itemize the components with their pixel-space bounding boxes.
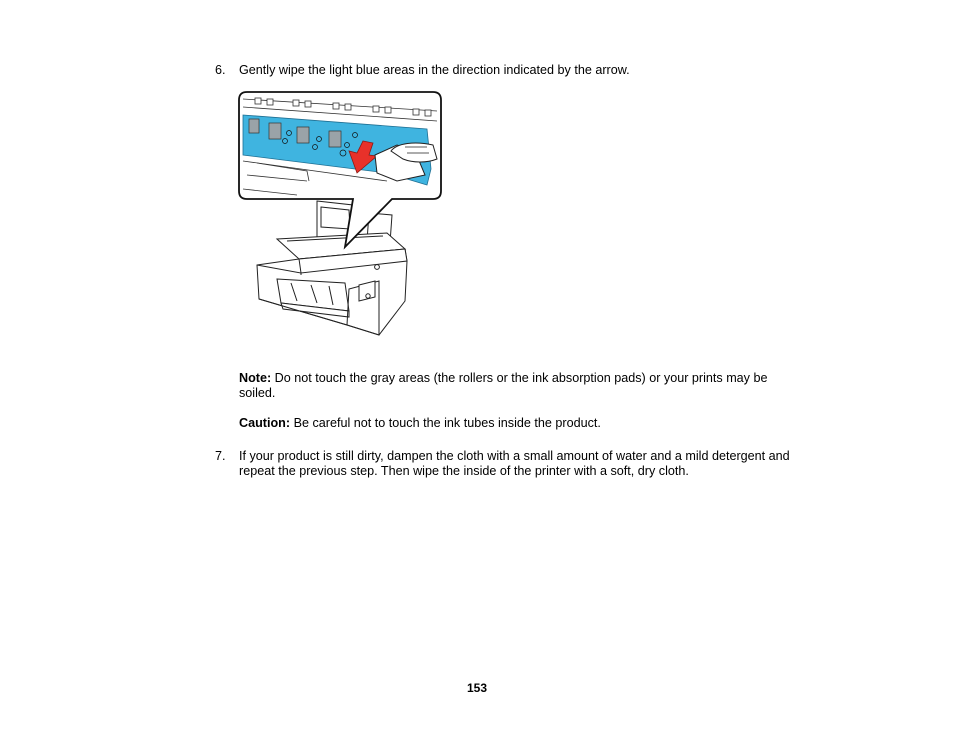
step-7-text-line-2: repeat the previous step. Then wipe the inside of the printer with a soft, dry cloth.: [239, 464, 689, 478]
caution-line: [239, 416, 601, 431]
step-6-number: 6.: [215, 63, 226, 77]
step-7-text-line-1: If your product is still dirty, dampen the cloth with a small amount of water and a mild detergent and: [239, 449, 790, 463]
note-line-1: [239, 371, 768, 386]
caution-label: Caution:: [239, 416, 291, 430]
step-6-text: Gently wipe the light blue areas in the direction indicated by the arrow.: [239, 63, 630, 77]
printer-drawing: [257, 201, 407, 335]
note-text-1: Do not touch the gray areas (the rollers or the ink absorption pads) or your prints may be: [271, 371, 768, 385]
caution-text: Be careful not to touch the ink tubes inside the product.: [290, 416, 601, 430]
page-number: 153: [466, 681, 488, 695]
note-line-2: soiled.: [239, 386, 276, 400]
printer-cleaning-illustration: [237, 89, 447, 341]
step-7-number: 7.: [215, 449, 226, 463]
note-label: Note:: [239, 371, 272, 385]
